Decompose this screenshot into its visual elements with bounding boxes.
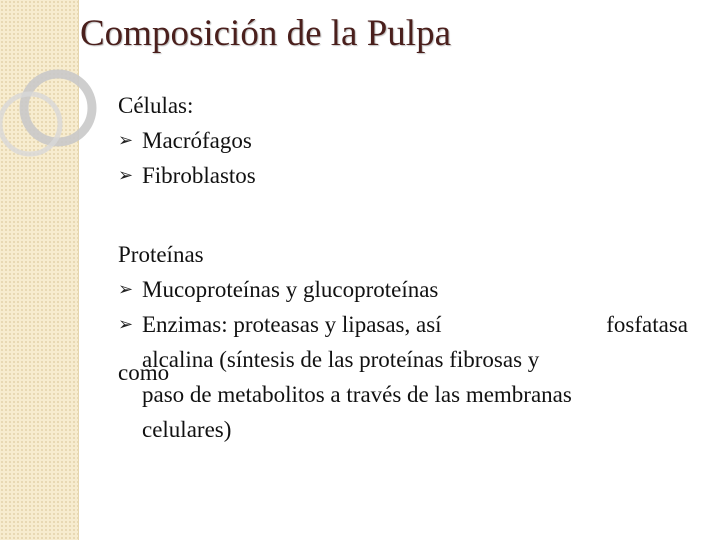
decorative-rings — [0, 60, 110, 180]
proteins-heading: Proteínas — [118, 242, 204, 267]
arrow-bullet-icon: ➢ — [118, 130, 134, 150]
cells-heading: Células: — [118, 93, 194, 118]
cells-list — [118, 123, 688, 193]
enzymes-line — [142, 307, 688, 342]
list-item-label: Fibroblastos — [142, 163, 256, 188]
arrow-bullet-icon: ➢ — [118, 279, 134, 299]
section-gap — [118, 193, 688, 237]
proteins-list — [118, 272, 688, 342]
slide-body — [118, 88, 688, 447]
enzymes-text-start: Enzimas: proteasas y lipasas, así — [142, 312, 442, 337]
continuation-line: paso de metabolitos a través de las membranas — [142, 382, 572, 407]
arrow-bullet-icon: ➢ — [118, 314, 134, 334]
list-item — [118, 272, 688, 307]
list-item-label: Macrófagos — [142, 128, 252, 153]
continuation-line: alcalina (síntesis de las proteínas fibrosas y — [142, 347, 540, 372]
slide-title: Composición de la Pulpa — [80, 13, 451, 54]
list-item — [118, 158, 688, 193]
list-item — [118, 307, 688, 342]
list-item — [118, 123, 688, 158]
list-item-label: Mucoproteínas y glucoproteínas — [142, 277, 439, 302]
enzymes-continuation — [118, 342, 688, 447]
overlapping-word: como — [118, 360, 170, 385]
enzymes-text-end: fosfatasa — [606, 312, 688, 337]
arrow-bullet-icon: ➢ — [118, 165, 134, 185]
continuation-line: celulares) — [142, 417, 232, 442]
